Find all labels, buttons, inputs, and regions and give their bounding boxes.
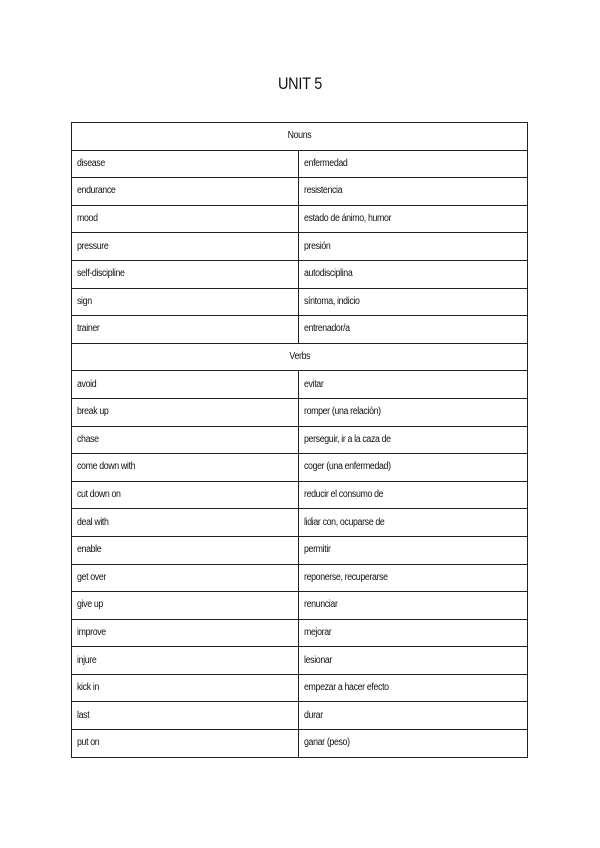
vocabulary-table [71,122,528,758]
table-row [72,454,528,482]
spanish-translation-cell [299,260,528,288]
english-term-cell [72,426,299,454]
table-row [72,288,528,316]
english-term-cell [72,481,299,509]
table-row [72,702,528,730]
spanish-translation: durar [304,709,323,721]
spanish-translation: resistencia [304,185,343,197]
spanish-translation-cell [299,371,528,399]
english-term-cell [72,730,299,758]
spanish-translation: autodisciplina [304,268,353,280]
english-term: sign [77,295,92,307]
english-term: last [77,709,90,721]
english-term: kick in [77,682,99,694]
english-term: give up [77,599,103,611]
spanish-translation: coger (una enfermedad) [304,461,391,473]
table-row [72,260,528,288]
section-header-row [72,123,528,151]
english-term: break up [77,406,109,418]
english-term: improve [77,626,106,638]
spanish-translation: mejorar [304,626,332,638]
english-term: disease [77,157,105,169]
spanish-translation-cell [299,619,528,647]
english-term-cell [72,674,299,702]
english-term-cell [72,509,299,537]
spanish-translation: enfermedad [304,157,348,169]
spanish-translation-cell [299,316,528,344]
english-term: pressure [77,240,109,252]
english-term: endurance [77,185,116,197]
english-term: chase [77,433,99,445]
spanish-translation-cell [299,481,528,509]
english-term-cell [72,619,299,647]
english-term-cell [72,316,299,344]
spanish-translation: lidiar con, ocuparse de [304,516,385,528]
english-term: avoid [77,378,97,390]
table-row [72,647,528,675]
table-row [72,426,528,454]
spanish-translation: perseguir, ir a la caza de [304,433,391,445]
table-row [72,150,528,178]
spanish-translation-cell [299,536,528,564]
spanish-translation: renunciar [304,599,338,611]
spanish-translation-cell [299,702,528,730]
english-term-cell [72,150,299,178]
english-term: cut down on [77,489,121,501]
english-term: trainer [77,323,100,335]
table-row [72,481,528,509]
section-heading [72,123,528,151]
english-term: mood [77,213,98,225]
section-heading-text: Nouns [287,130,312,142]
english-term: self-discipline [77,268,125,280]
spanish-translation: entrenador/a [304,323,350,335]
table-row [72,316,528,344]
section-header-row [72,343,528,371]
english-term-cell [72,233,299,261]
spanish-translation-cell [299,730,528,758]
spanish-translation: síntoma, indicio [304,295,360,307]
english-term-cell [72,371,299,399]
english-term-cell [72,454,299,482]
english-term-cell [72,178,299,206]
spanish-translation-cell [299,674,528,702]
spanish-translation-cell [299,398,528,426]
spanish-translation-cell [299,178,528,206]
spanish-translation-cell [299,426,528,454]
spanish-translation: lesionar [304,654,333,666]
section-heading-text: Verbs [289,351,310,363]
spanish-translation: empezar a hacer efecto [304,682,389,694]
english-term-cell [72,288,299,316]
table-row [72,205,528,233]
english-term: deal with [77,516,109,528]
spanish-translation: romper (una relación) [304,406,381,418]
spanish-translation: presión [304,240,331,252]
english-term-cell [72,260,299,288]
spanish-translation-cell [299,150,528,178]
table-row [72,564,528,592]
english-term: get over [77,571,106,583]
table-row [72,178,528,206]
section-heading [72,343,528,371]
spanish-translation: reponerse, recuperarse [304,571,388,583]
spanish-translation: evitar [304,378,324,390]
english-term-cell [72,592,299,620]
spanish-translation-cell [299,288,528,316]
table-row [72,536,528,564]
spanish-translation-cell [299,592,528,620]
english-term-cell [72,536,299,564]
english-term-cell [72,398,299,426]
english-term: put on [77,737,100,749]
spanish-translation-cell [299,233,528,261]
table-row [72,509,528,537]
table-row [72,398,528,426]
spanish-translation: estado de ánimo, humor [304,213,392,225]
table-row [72,233,528,261]
english-term-cell [72,647,299,675]
table-row [72,371,528,399]
spanish-translation-cell [299,454,528,482]
english-term-cell [72,205,299,233]
spanish-translation-cell [299,647,528,675]
spanish-translation-cell [299,509,528,537]
spanish-translation-cell [299,205,528,233]
english-term-cell [72,702,299,730]
vocabulary-table-body [72,123,528,758]
english-term: enable [77,544,102,556]
table-row [72,619,528,647]
english-term: come down with [77,461,136,473]
page-title: UNIT 5 [278,74,322,93]
spanish-translation: permitir [304,544,331,556]
spanish-translation: ganar (peso) [304,737,350,749]
table-row [72,592,528,620]
spanish-translation: reducir el consumo de [304,489,384,501]
english-term: injure [77,654,97,666]
english-term-cell [72,564,299,592]
table-row [72,730,528,758]
spanish-translation-cell [299,564,528,592]
table-row [72,674,528,702]
